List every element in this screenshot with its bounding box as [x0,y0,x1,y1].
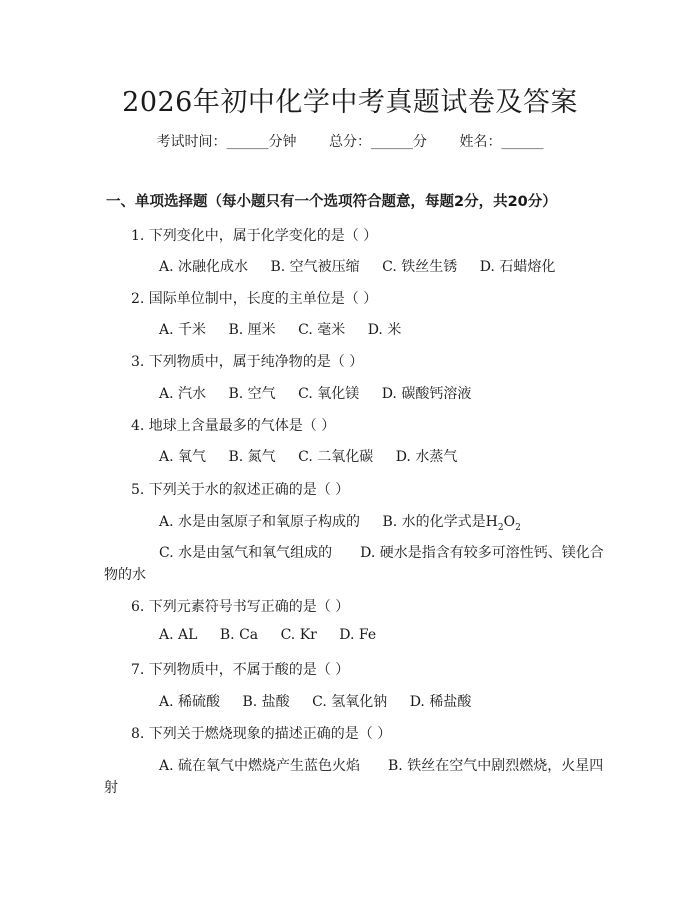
option-d: D. 碳酸钙溶液 [381,386,472,402]
option-a: A. 汽水 [159,386,207,402]
option-a: A. 水是由氢原子和氧原子构成的 [159,514,361,530]
question-options [159,383,489,403]
option-c: C. Kr [280,627,317,643]
option-c: C. 氧化镁 [298,386,360,402]
question-stem: 1. 下列变化中，属于化学变化的是（ ） [131,228,378,244]
option-d: D. 水蒸气 [395,449,458,465]
option-a: A. AL [159,627,198,643]
question-stem: 8. 下列关于燃烧现象的描述正确的是（ ） [131,726,392,742]
option-line: C. 水是由氢气和氧气组成的 D. 硬水是指含有较多可溶性钙、镁化合 [159,545,604,561]
option-b: B. 空气 [228,386,276,402]
option-c: C. 氢氧化钠 [312,694,388,710]
option-a: A. 冰融化成水 [159,259,249,275]
option-b [382,514,521,533]
option-b: B. 氮气 [228,449,276,465]
question-stem: 4. 地球上含量最多的气体是（ ） [131,418,336,434]
option-a: A. 氧气 [159,449,207,465]
question-stem: 3. 下列物质中，属于纯净物的是（ ） [131,354,364,370]
question-stem: 6. 下列元素符号书写正确的是（ ） [131,599,350,615]
question-options [159,627,394,643]
exam-info-row [0,131,700,151]
option-b: B. Ca [219,627,259,643]
option-line-continued: 射 [104,780,118,796]
option-d: D. 稀盐酸 [409,694,472,710]
question-stem: 2. 国际单位制中，长度的主单位是（ ） [131,291,378,307]
option-d: D. 米 [367,322,402,338]
option-b-text: B. 水的化学式是H [382,514,498,530]
question-stem: 7. 下列物质中，不属于酸的是（ ） [131,662,350,678]
option-a: A. 千米 [159,322,207,338]
question-options [159,511,539,533]
option-line-continued: 物的水 [104,567,146,583]
section-heading: 一、单项选择题（每小题只有一个选项符合题意，每题2分，共20分） [106,194,557,210]
subscript: 2 [497,522,504,533]
option-b: B. 空气被压缩 [270,259,360,275]
option-d: D. Fe [339,627,377,643]
option-c: C. 毫米 [298,322,346,338]
option-b-text-mid: O [503,514,516,530]
question-stem: 5. 下列关于水的叙述正确的是（ ） [131,482,350,498]
exam-time-field: 考试时间：______分钟 [156,134,297,150]
option-a: A. 稀硫酸 [159,694,221,710]
question-options [159,691,489,711]
option-c: C. 铁丝生锈 [382,259,458,275]
option-c: C. 二氧化碳 [298,449,374,465]
question-options [159,446,475,466]
total-score-field: 总分：______分 [329,134,427,150]
page-title: 2026年初中化学中考真题试卷及答案 [122,87,578,118]
option-b: B. 厘米 [228,322,276,338]
option-d: D. 石蜡熔化 [479,259,556,275]
option-line: A. 硫在氧气中燃烧产生蓝色火焰 B. 铁丝在空气中剧烈燃烧，火星四 [159,758,604,774]
subscript: 2 [515,522,521,533]
question-options [159,256,573,276]
option-b: B. 盐酸 [242,694,290,710]
name-field: 姓名：______ [459,134,544,150]
question-options [159,319,419,339]
